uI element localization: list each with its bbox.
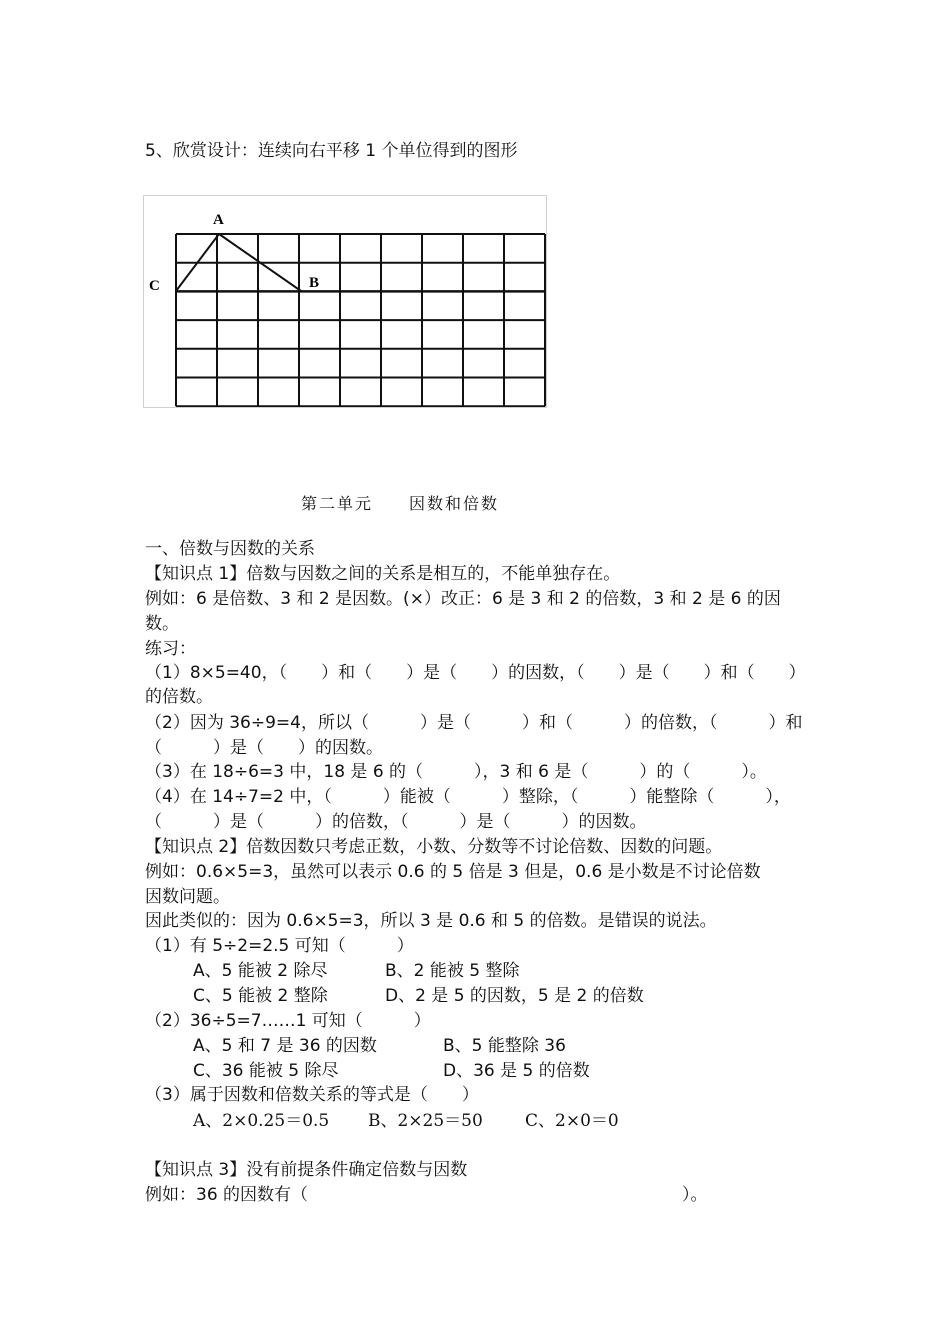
label-c: C (149, 278, 160, 294)
mc2-option-d: D、36 是 5 的倍数 (443, 1061, 590, 1081)
question-4-line1: （4）在 14÷7=2 中，（ ）能被（ ）整除，（ ）能整除（ ）， (145, 787, 791, 807)
label-a: A (213, 212, 224, 228)
kp2-example-line2: 因数问题。 (145, 887, 230, 907)
mc2-option-c: C、36 能被 5 除尽 (193, 1061, 339, 1081)
question-2-line1: （2）因为 36÷9=4，所以（ ）是（ ）和（ ）的倍数，（ ）和 (145, 713, 803, 733)
section5-heading: 5、欣赏设计：连续向右平移 1 个单位得到的图形 (145, 141, 518, 161)
kp2-similar: 因此类似的：因为 0.6×5=3，所以 3 是 0.6 和 5 的倍数。是错误的说法。 (145, 911, 717, 931)
question-1-line2: 的倍数。 (145, 687, 213, 707)
mc2-option-a: A、5 和 7 是 36 的因数 (193, 1036, 377, 1056)
mc2-option-b: B、5 能整除 36 (443, 1036, 566, 1056)
grid-svg (144, 196, 546, 407)
kp1-example-line1: 例如：6 是倍数、3 和 2 是因数。(×）改正：6 是 3 和 2 的倍数，3 和 2 是 6 的因 (145, 589, 781, 609)
mc1-option-d: D、2 是 5 的因数，5 是 2 的倍数 (385, 986, 644, 1006)
mc1-option-b: B、2 能被 5 整除 (385, 961, 520, 981)
knowledge-point-2: 【知识点 2】倍数因数只考虑正数，小数、分数等不讨论倍数、因数的问题。 (145, 837, 723, 857)
knowledge-point-1: 【知识点 1】倍数与因数之间的关系是相互的，不能单独存在。 (145, 564, 621, 584)
mc1-option-a: A、5 能被 2 除尽 (193, 961, 328, 981)
kp2-example-line1: 例如：0.6×5=3，虽然可以表示 0.6 的 5 倍是 3 但是，0.6 是小数是不讨论倍数 (145, 862, 761, 882)
kp3-example: 例如：36 的因数有（ ）。 (145, 1185, 708, 1205)
label-b: B (309, 275, 320, 291)
question-1-line1: （1）8×5=40，（ ）和（ ）是（ ）的因数，（ ）是（ ）和（ ） (145, 663, 806, 683)
mc3-option-b: B、2×25＝50 (368, 1111, 483, 1131)
mc2-question: （2）36÷5=7……1 可知（ ） (145, 1011, 431, 1031)
question-3: （3）在 18÷6=3 中，18 是 6 的（ ），3 和 6 是（ ）的（ ）。 (145, 762, 767, 782)
kp1-example-line2: 数。 (145, 614, 179, 634)
unit-title: 第二单元 因数和倍数 (301, 494, 500, 513)
translation-grid-figure (143, 195, 547, 408)
mc3-option-c: C、2×0＝0 (525, 1111, 619, 1131)
mc3-question: （3）属于因数和倍数关系的等式是（ ） (145, 1085, 479, 1105)
question-2-line2: （ ）是（ ）的因数。 (145, 738, 383, 758)
question-4-line2: （ ）是（ ）的倍数，（ ）是（ ）的因数。 (145, 812, 647, 832)
mc1-option-c: C、5 能被 2 整除 (193, 986, 328, 1006)
knowledge-point-3: 【知识点 3】没有前提条件确定倍数与因数 (145, 1160, 468, 1180)
grid-lines (176, 234, 545, 406)
mc1-question: （1）有 5÷2=2.5 可知（ ） (145, 936, 414, 956)
practice-label: 练习： (145, 639, 196, 659)
part1-heading: 一、倍数与因数的关系 (145, 539, 315, 559)
mc3-option-a: A、2×0.25＝0.5 (193, 1111, 330, 1131)
